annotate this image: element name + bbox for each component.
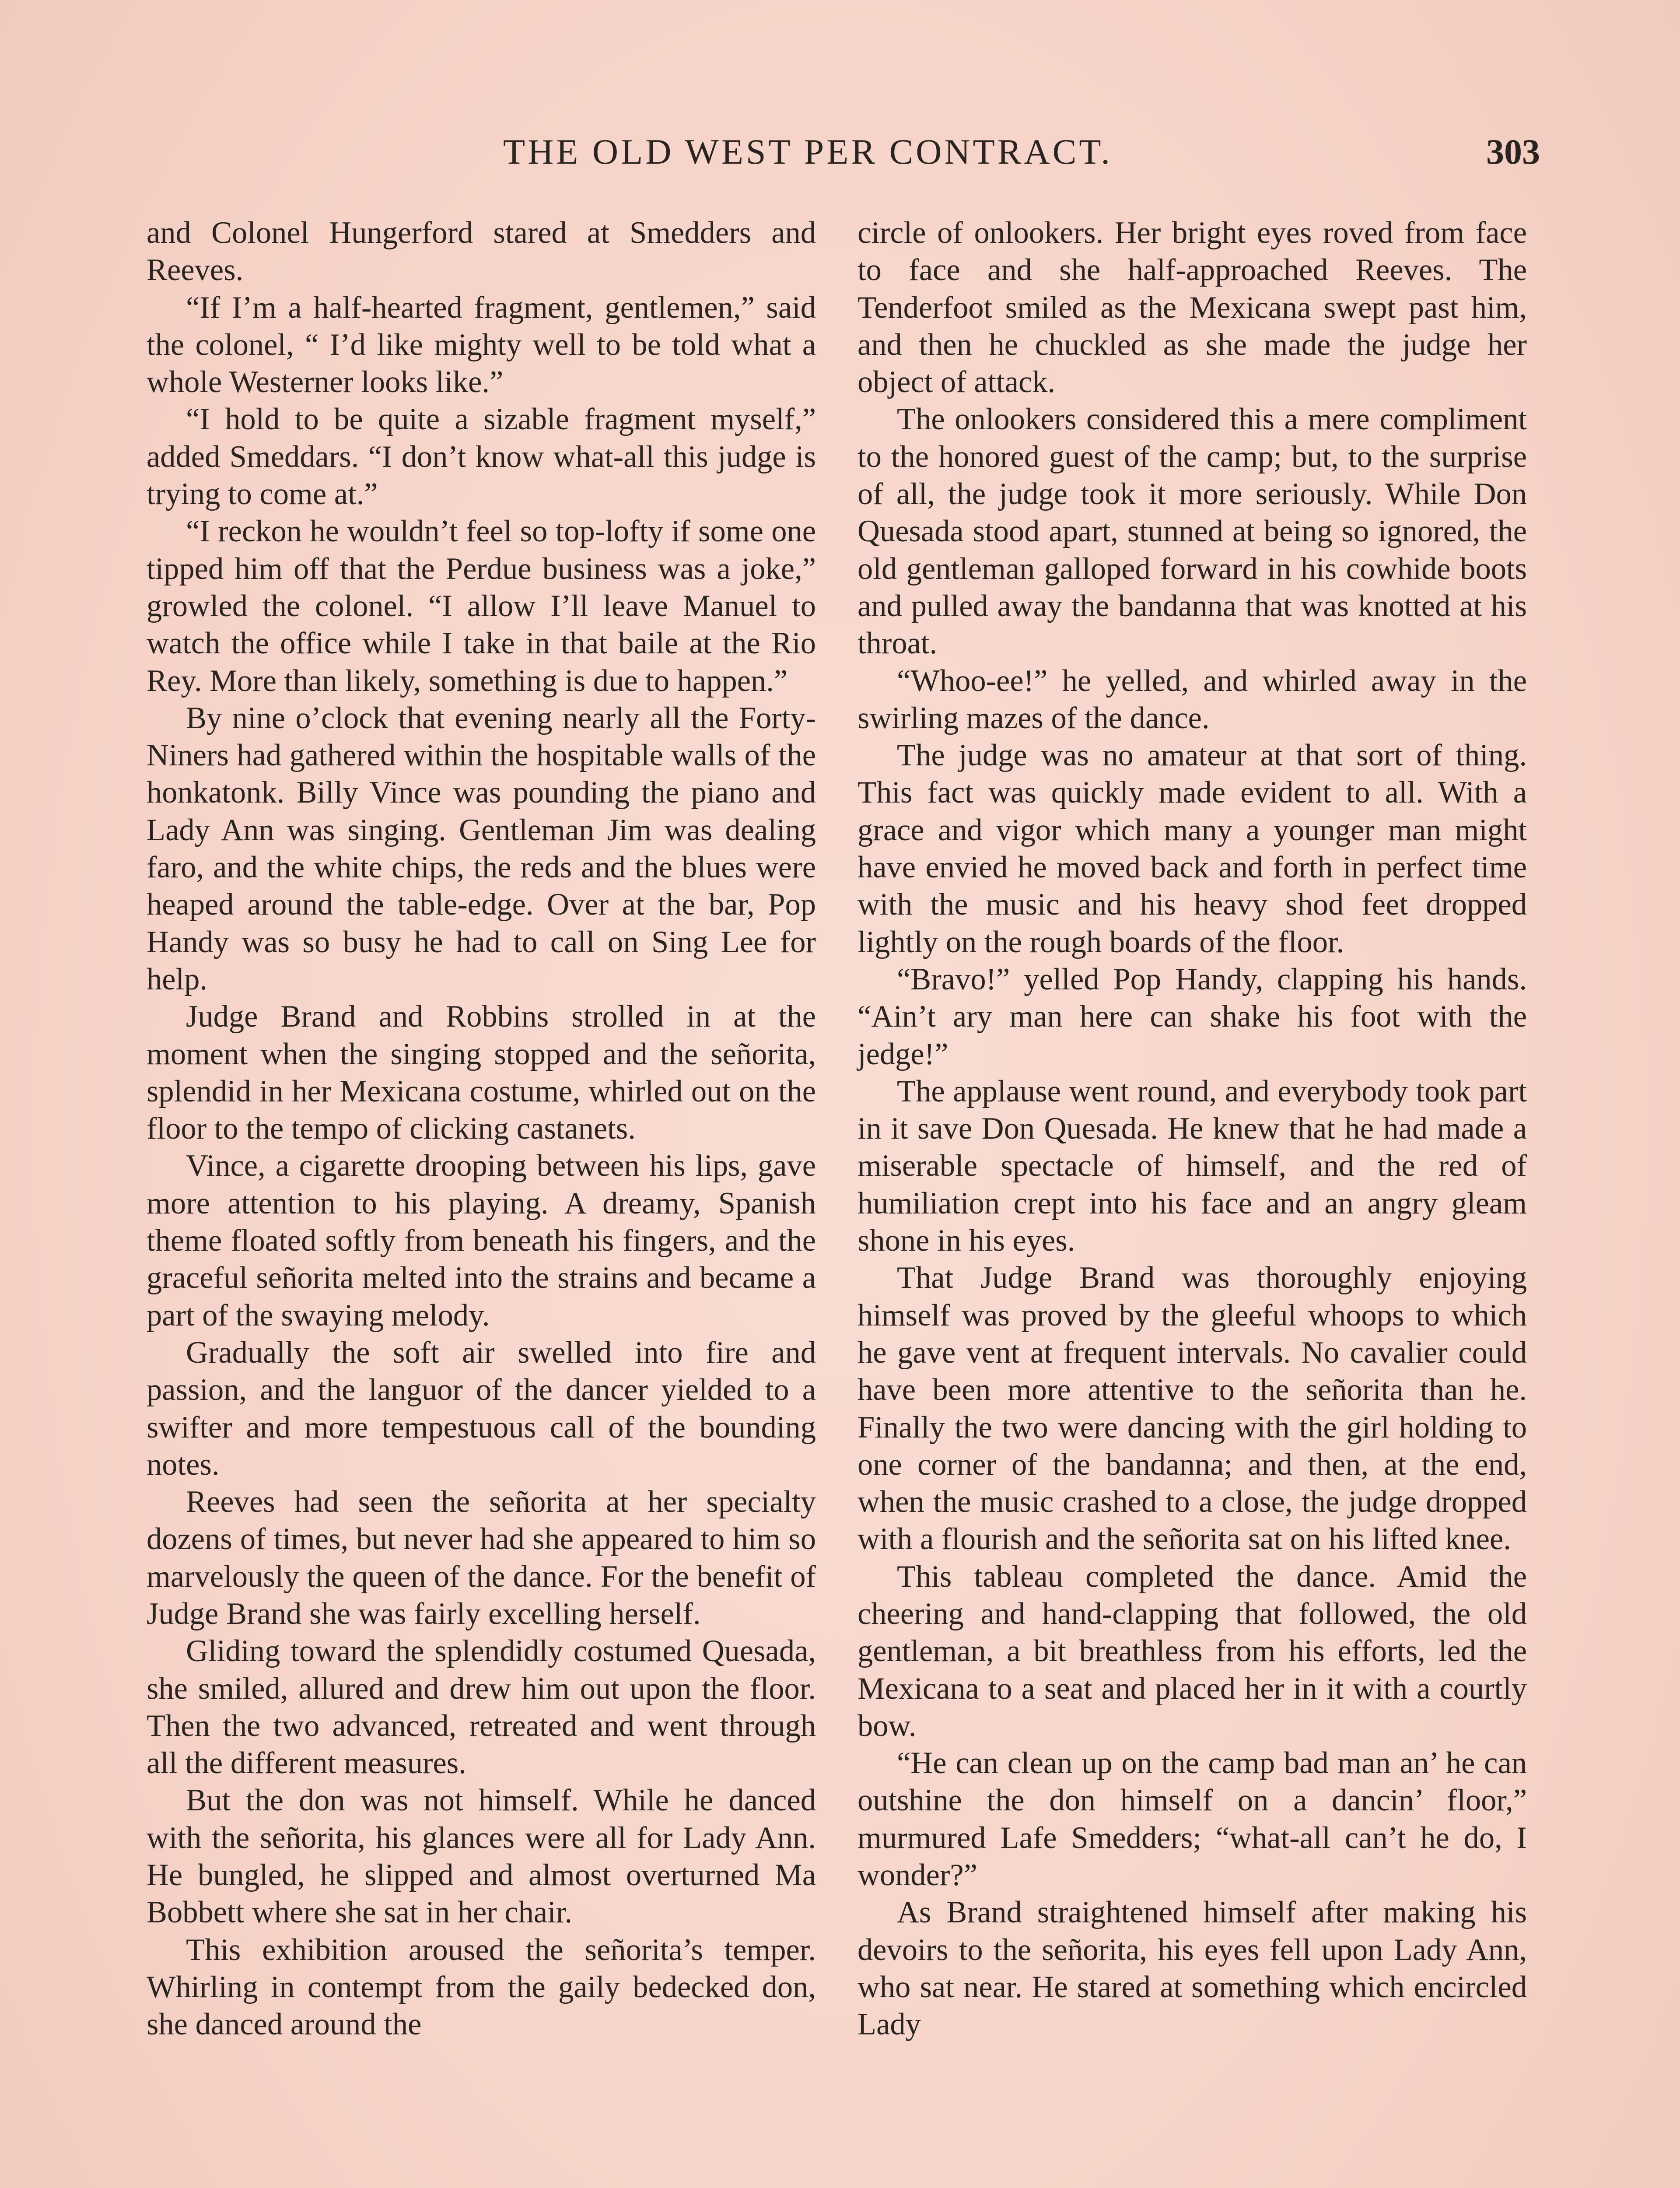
paragraph: and Colonel Hungerford stared at Smedders and Reeves.	[147, 216, 816, 288]
paragraph: Vince, a cigarette drooping between his lips, gave more attention to his playing. A dreamy, Spanish theme floated softly from beneath his fingers, and the graceful señorita melted into the strains and became a part of the swaying melody.	[147, 1149, 816, 1332]
paragraph: The onlookers considered this a mere compliment to the honored guest of the camp; but, to the surprise of all, the judge took it more seriously. While Don Quesada stood apart, stunned at being so ignored, the old gentleman galloped forward in his cowhide boots and pulled away the bandanna that was knotted at his throat.	[858, 402, 1527, 661]
paragraph: That Judge Brand was thoroughly enjoying himself was proved by the gleeful whoops to which he gave vent at frequent intervals. No cavalier could have been more attentive to the señorita than he. Finally the two were dancing with the girl holding to one corner of the bandanna; and then, at the end, when the music crashed to a close, the judge dropped with a flourish and the señorita sat on his lifted knee.	[858, 1261, 1527, 1557]
page-number: 303	[1486, 132, 1540, 172]
paragraph: The judge was no amateur at that sort of thing. This fact was quickly made evident to all. With a grace and vigor which many a younger man might have envied he moved back and forth in perfect time with the music and his heavy shod feet dropped lightly on the rough boards of the floor.	[858, 738, 1527, 959]
paragraph: The applause went round, and everybody took part in it save Don Quesada. He knew that he had made a miserable spectacle of himself, and the red of humiliation crept into his face and an angry gleam shone in his eyes.	[858, 1074, 1527, 1258]
paragraph: “I reckon he wouldn’t feel so top-lofty if some one tipped him off that the Perdue business was a joke,” growled the colonel. “I allow I’ll leave Manuel to watch the office while I take in that baile at the Rio Rey. More than likely, something is due to happen.”	[147, 514, 816, 698]
page-header	[503, 131, 1540, 179]
paragraph: circle of onlookers. Her bright eyes roved from face to face and she half-approached Reeves. The Tenderfoot smiled as the Mexicana swept past him, and then he chuckled as she made the judge her object of attack.	[858, 216, 1527, 400]
paragraph: Judge Brand and Robbins strolled in at the moment when the singing stopped and the señorita, splendid in her Mexicana costume, whirled out on the floor to the tempo of clicking castanets.	[147, 999, 816, 1146]
running-title: THE OLD WEST PER CONTRACT.	[503, 132, 1113, 172]
paragraph: “Bravo!” yelled Pop Handy, clapping his hands. “Ain’t ary man here can shake his foot with the jedge!”	[858, 962, 1527, 1071]
paragraph: “He can clean up on the camp bad man an’ he can outshine the don himself on a dancin’ floor,” murmured Lafe Smedders; “what-all can’t he do, I wonder?”	[858, 1746, 1527, 1893]
paragraph: But the don was not himself. While he danced with the señorita, his glances were all for Lady Ann. He bungled, he slipped and almost overturned Ma Bobbett where she sat in her chair.	[147, 1783, 816, 1930]
paragraph: Gradually the soft air swelled into fire and passion, and the languor of the dancer yielded to a swifter and more tempestuous call of the bounding notes.	[147, 1335, 816, 1482]
paragraph: This exhibition aroused the señorita’s temper. Whirling in contempt from the gaily bedecked don, she danced around the	[147, 1932, 816, 2042]
right-column	[858, 214, 1527, 2044]
paragraph: Gliding toward the splendidly costumed Quesada, she smiled, allured and drew him out upon the floor. Then the two advanced, retreated and went through all the different measures.	[147, 1634, 816, 1781]
paragraph: “If I’m a half-hearted fragment, gentlemen,” said the colonel, “ I’d like mighty well to be told what a whole Westerner looks like.”	[147, 290, 816, 400]
paragraph: By nine o’clock that evening nearly all the Forty-Niners had gathered within the hospitable walls of the honkatonk. Billy Vince was pounding the piano and Lady Ann was singing. Gentleman Jim was dealing faro, and the white chips, the reds and the blues were heaped around the table-edge. Over at the bar, Pop Handy was so busy he had to call on Sing Lee for help.	[147, 701, 816, 996]
paragraph: Reeves had seen the señorita at her specialty dozens of times, but never had she appeared to him so marvelously the queen of the dance. For the benefit of Judge Brand she was fairly excelling herself.	[147, 1485, 816, 1631]
paragraph: “Whoo-ee!” he yelled, and whirled away in the swirling mazes of the dance.	[858, 663, 1527, 735]
paragraph: As Brand straightened himself after making his devoirs to the señorita, his eyes fell upon Lady Ann, who sat near. He stared at something which encircled Lady	[858, 1895, 1527, 2042]
paragraph: This tableau completed the dance. Amid the cheering and hand-clapping that followed, the old gentleman, a bit breathless from his efforts, led the Mexicana to a seat and placed her in it with a courtly bow.	[858, 1559, 1527, 1743]
paragraph: “I hold to be quite a sizable fragment myself,” added Smeddars. “I don’t know what-all this judge is trying to come at.”	[147, 402, 816, 512]
left-column	[147, 214, 816, 2044]
